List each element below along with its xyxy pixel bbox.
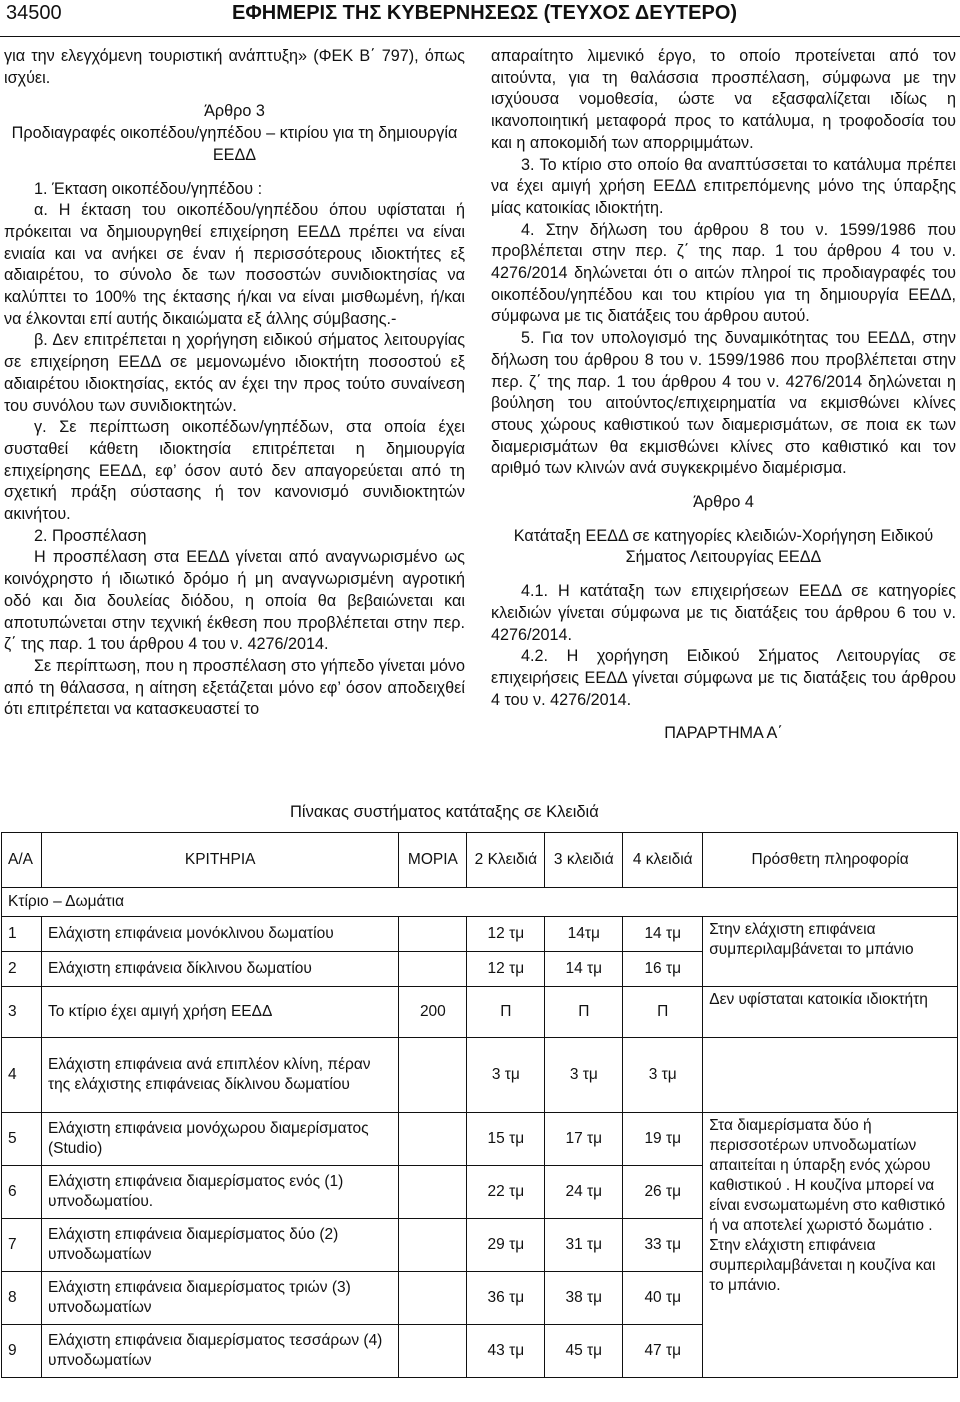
table-row	[2, 1113, 958, 1166]
three-keys-cell: 45 τμ	[545, 1325, 623, 1378]
table-row	[2, 987, 958, 1038]
two-keys-cell: 12 τμ	[467, 917, 545, 952]
paragraph: για την ελεγχόμενη τουριστική ανάπτυξη» (ΦΕΚ Β΄ 797), όπως ισχύει.	[4, 47, 465, 87]
criteria-cell: Ελάχιστη επιφάνεια μονόκλινου δωματίου	[41, 917, 398, 952]
paragraph: 1. Έκταση οικοπέδου/γηπέδου :	[34, 179, 263, 198]
paragraph: 2. Προσπέλαση	[34, 526, 147, 545]
section-label: Κτίριο – Δωμάτια	[2, 888, 958, 917]
points-cell	[399, 917, 467, 952]
row-number: 6	[2, 1166, 42, 1219]
points-cell	[399, 1272, 467, 1325]
two-keys-cell: 29 τμ	[467, 1219, 545, 1272]
criteria-cell: Ελάχιστη επιφάνεια ανά επιπλέον κλίνη, πέραν της ελάχιστης επιφάνειας δίκλινου δωματίου	[41, 1038, 398, 1113]
four-keys-cell: 33 τμ	[623, 1219, 703, 1272]
points-cell	[399, 952, 467, 987]
three-keys-cell: Π	[545, 987, 623, 1038]
two-keys-cell: 3 τμ	[467, 1038, 545, 1113]
header-4-keys: 4 κλειδιά	[623, 833, 703, 888]
paragraph: Η προσπέλαση στα ΕΕΔΔ γίνεται από αναγνωρισμένο ως κοινόχρηστο ή ιδιωτικό δρόμο ή μη αναγνωρισμένη αγροτική οδό και δια δουλείας διόδου, η οποία θα βεβαιώνεται και αποτυπώνεται στην τεχνική έκθεση που προβλέπεται στην περ. ζ΄ της παρ. 1 του άρθρου 4 του ν. 4276/2014.	[4, 548, 465, 654]
paragraph-gap	[491, 569, 956, 581]
criteria-cell: Το κτίριο έχει αμιγή χρήση ΕΕΔΔ	[41, 987, 398, 1038]
paragraph: 5. Για τον υπολογισμό της δυναμικότητας του ΕΕΔΔ, στην δήλωση του άρθρου 8 του ν. 1599/1986 που προβλέπεται στην περ. ζ΄ της παρ. 1 του άρθρου 4 του ν. 4276/2014 δηλώνεται η βούληση του αιτούντος/επιχειρηματία να εκμισθώνει κλίνες στους χώρους καθιστικού των διαμερισμάτων, σε ποια εκ των διαμερισμάτων θα εκμισθώνει κλίνες στο καθιστικό και τον αριθμό των κλινών ανά συγκεκριμένο διαμέρισμα.	[491, 329, 956, 478]
row-number: 1	[2, 917, 42, 952]
section-heading: Προδιαγραφές οικοπέδου/γηπέδου – κτιρίου για τη δημιουργία ΕΕΔΔ	[11, 124, 458, 164]
points-cell: 200	[399, 987, 467, 1038]
paragraph-gap	[491, 480, 956, 492]
info-note	[703, 1038, 958, 1113]
page-number: 34500	[6, 2, 62, 24]
header-3-keys: 3 κλειδιά	[545, 833, 623, 888]
three-keys-cell: 14τμ	[545, 917, 623, 952]
table-row	[2, 1038, 958, 1113]
four-keys-cell: 47 τμ	[623, 1325, 703, 1378]
criteria-cell: Ελάχιστη επιφάνεια διαμερίσματος τριών (3) υπνοδωματίων	[41, 1272, 398, 1325]
table-header-row	[2, 833, 958, 888]
two-keys-cell: Π	[467, 987, 545, 1038]
three-keys-cell: 14 τμ	[545, 952, 623, 987]
criteria-cell: Ελάχιστη επιφάνεια διαμερίσματος τεσσάρων (4) υπνοδωματίων	[41, 1325, 398, 1378]
left-column	[4, 46, 465, 721]
section-row	[2, 888, 958, 917]
points-cell	[399, 1219, 467, 1272]
row-number: 5	[2, 1113, 42, 1166]
header-divider	[0, 36, 960, 37]
paragraph: 4.1. Η κατάταξη των επιχειρήσεων ΕΕΔΔ σε κατηγορίες κλειδιών γίνεται σύμφωνα με τις διατάξεις του άρθρου 6 του ν. 4276/2014.	[491, 582, 956, 644]
header-2-keys: 2 Κλειδιά	[467, 833, 545, 888]
info-note: Δεν υφίσταται κατοικία ιδιοκτήτη	[703, 987, 958, 1038]
section-heading: ΠΑΡΑΡΤΗΜΑ Α΄	[664, 724, 783, 743]
three-keys-cell: 17 τμ	[545, 1113, 623, 1166]
two-keys-cell: 15 τμ	[467, 1113, 545, 1166]
two-keys-cell: 36 τμ	[467, 1272, 545, 1325]
criteria-cell: Ελάχιστη επιφάνεια μονόχωρου διαμερίσματος (Studio)	[41, 1113, 398, 1166]
row-number: 3	[2, 987, 42, 1038]
row-number: 8	[2, 1272, 42, 1325]
info-note: Στην ελάχιστη επιφάνεια συμπεριλαμβάνεται το μπάνιο	[703, 917, 958, 987]
table-row	[2, 917, 958, 952]
row-number: 2	[2, 952, 42, 987]
paragraph-gap	[491, 711, 956, 723]
header-points: ΜΟΡΙΑ	[399, 833, 467, 888]
two-keys-cell: 43 τμ	[467, 1325, 545, 1378]
gazette-title: ΕΦΗΜΕΡΙΣ ΤΗΣ ΚΥΒΕΡΝΗΣΕΩΣ (ΤΕΥΧΟΣ ΔΕΥΤΕΡΟ)	[232, 2, 738, 24]
paragraph-gap	[4, 89, 465, 101]
three-keys-cell: 24 τμ	[545, 1166, 623, 1219]
key-classification-table	[1, 832, 958, 1378]
criteria-cell: Ελάχιστη επιφάνεια διαμερίσματος ενός (1) υπνοδωματίου.	[41, 1166, 398, 1219]
table-caption: Πίνακας συστήματος κατάταξης σε Κλειδιά	[290, 803, 599, 821]
paragraph: β. Δεν επιτρέπεται η χορήγηση ειδικού σήματος λειτουργίας σε επιχείρηση ΕΕΔΔ σε μεμονωμένο ιδιοκτήτη ποσοστού εξ αδιαιρέτου ιδιοκτησίας, εκτός αν έχει την προς τούτο συναίνεση του συνόλου των συνιδιοκτητών.	[4, 331, 465, 415]
paragraph: 4. Στην δήλωση του άρθρου 8 του ν. 1599/1986 που προβλέπεται στην περ. ζ΄ της παρ. 1 του άρθρου 4 του ν. 4276/2014 δηλώνεται ότι ο αιτών πληροί τις προδιαγραφές του οικοπέδου/γηπέδου και του κτιρίου για τη δημιουργία ΕΕΔΔ, σύμφωνα με τις διατάξεις του άρθρου αυτού.	[491, 220, 956, 326]
row-number: 7	[2, 1219, 42, 1272]
four-keys-cell: 14 τμ	[623, 917, 703, 952]
section-heading: Κατάταξη ΕΕΔΔ σε κατηγορίες κλειδιών-Χορήγηση Ειδικού Σήματος Λειτουργίας ΕΕΔΔ	[513, 526, 934, 567]
paragraph: α. Η έκταση του οικοπέδου/γηπέδου όπου υφίσταται ή πρόκειται να δημιουργηθεί επιχείρηση ΕΕΔΔ πρέπει να είναι ενιαία και να ανήκει σε έναν ή περισσότερους ιδιοκτήτες εξ αδιαιρέτου, το σύνολο δε των ποσοστών συνιδιοκτησίας να καλύπτει το 100% της έκτασης ή/και να είναι μισθωμένη, ή/και να έλκονται επί αυτής δικαιώματα εξ άλλης σύμβασης.-	[4, 201, 465, 328]
paragraph: Σε περίπτωση, που η προσπέλαση στο γήπεδο γίνεται μόνο από τη θάλασσα, η αίτηση εξετάζεται μόνο εφ’ όσον αποδειχθεί ότι επιτρέπεται να κατασκευαστεί το	[4, 656, 465, 719]
paragraph-gap	[4, 167, 465, 179]
paragraph: 4.2. Η χορήγηση Ειδικού Σήματος Λειτουργίας σε επιχειρήσεις ΕΕΔΔ γίνεται σύμφωνα με τις διατάξεις του άρθρου 4 του ν. 4276/2014.	[491, 647, 956, 709]
four-keys-cell: 3 τμ	[623, 1038, 703, 1113]
three-keys-cell: 3 τμ	[545, 1038, 623, 1113]
four-keys-cell: 19 τμ	[623, 1113, 703, 1166]
criteria-cell: Ελάχιστη επιφάνεια δίκλινου δωματίου	[41, 952, 398, 987]
four-keys-cell: 40 τμ	[623, 1272, 703, 1325]
header-criteria: ΚΡΙΤΗΡΙΑ	[41, 833, 398, 888]
section-heading: Άρθρο 4	[693, 493, 754, 512]
paragraph: γ. Σε περίπτωση οικοπέδων/γηπέδων, στα οποία έχει συσταθεί κάθετη ιδιοκτησία επιτρέπεται η δημιουργία επιχείρησης ΕΕΔΔ, εφ’ όσον αυτό δεν απαγορεύεται από τη σχετική πράξη σύστασης ή τον κανονισμό συνιδιοκτητών ακινήτου.	[4, 418, 465, 524]
three-keys-cell: 31 τμ	[545, 1219, 623, 1272]
four-keys-cell: Π	[623, 987, 703, 1038]
four-keys-cell: 26 τμ	[623, 1166, 703, 1219]
info-note: Στα διαμερίσματα δύο ή περισσοτέρων υπνοδωματίων απαιτείται η ύπαρξη ενός χώρου καθιστικού . Η κουζίνα μπορεί να είναι ενσωματωμένη στο καθιστικό ή να αποτελεί χωριστό δωμάτιο . Στην ελάχιστη επιφάνεια συμπεριλαμβάνεται η κουζίνα και το μπάνιο.	[703, 1113, 958, 1378]
paragraph: 3. Το κτίριο στο οποίο θα αναπτύσσεται το κατάλυμα πρέπει να έχει αμιγή χρήση ΕΕΔΔ επιτρεπόμενης μόνο της ύπαρξης μίας κατοικίας ιδιοκτήτη.	[491, 155, 956, 217]
row-number: 9	[2, 1325, 42, 1378]
paragraph-gap	[491, 514, 956, 526]
two-keys-cell: 22 τμ	[467, 1166, 545, 1219]
right-column	[491, 46, 956, 745]
row-number: 4	[2, 1038, 42, 1113]
section-heading: Άρθρο 3	[204, 102, 265, 121]
points-cell	[399, 1113, 467, 1166]
four-keys-cell: 16 τμ	[623, 952, 703, 987]
criteria-cell: Ελάχιστη επιφάνεια διαμερίσματος δύο (2) υπνοδωματίων	[41, 1219, 398, 1272]
three-keys-cell: 38 τμ	[545, 1272, 623, 1325]
paragraph: απαραίτητο λιμενικό έργο, το οποίο προτείνεται από τον αιτούντα, για τη θαλάσσια προσπέλαση, σύμφωνα με την ισχύουσα νομοθεσία, ώστε να εξασφαλίζεται ιδίως η ικανοποιητική μεταφορά προς το κατάλυμα, η τροφοδοσία του και η αποκομιδή των απορριμμάτων.	[491, 47, 956, 152]
header-aa: Α/Α	[2, 833, 42, 888]
points-cell	[399, 1166, 467, 1219]
header-info: Πρόσθετη πληροφορία	[703, 833, 958, 888]
points-cell	[399, 1325, 467, 1378]
two-keys-cell: 12 τμ	[467, 952, 545, 987]
points-cell	[399, 1038, 467, 1113]
